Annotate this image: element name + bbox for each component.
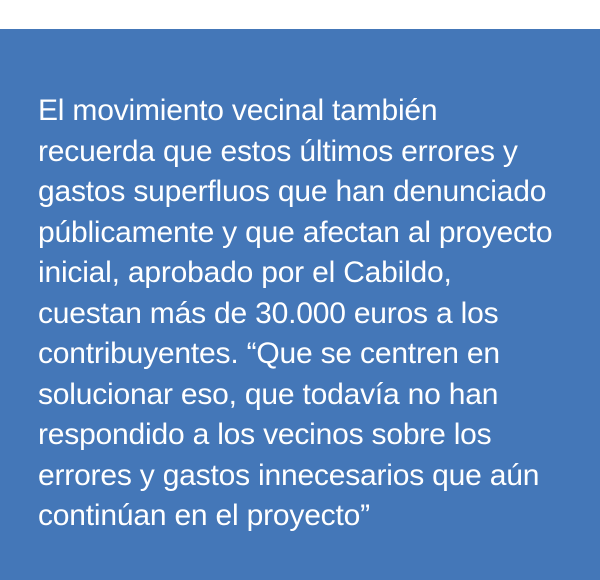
pullquote-panel <box>0 29 600 580</box>
pullquote-text: El movimiento vecinal también recuerda que estos últimos errores y gastos superfluos que han denunciado públicamente y que afectan al proyecto inicial, aprobado por el Cabildo, cuestan más de 30.000 euros a los contribuyentes. “Que se centren en solucionar eso, que todavía no han respondido a los vecinos sobre los errores y gastos innecesarios que aún continúan en el proyecto” <box>38 94 553 532</box>
